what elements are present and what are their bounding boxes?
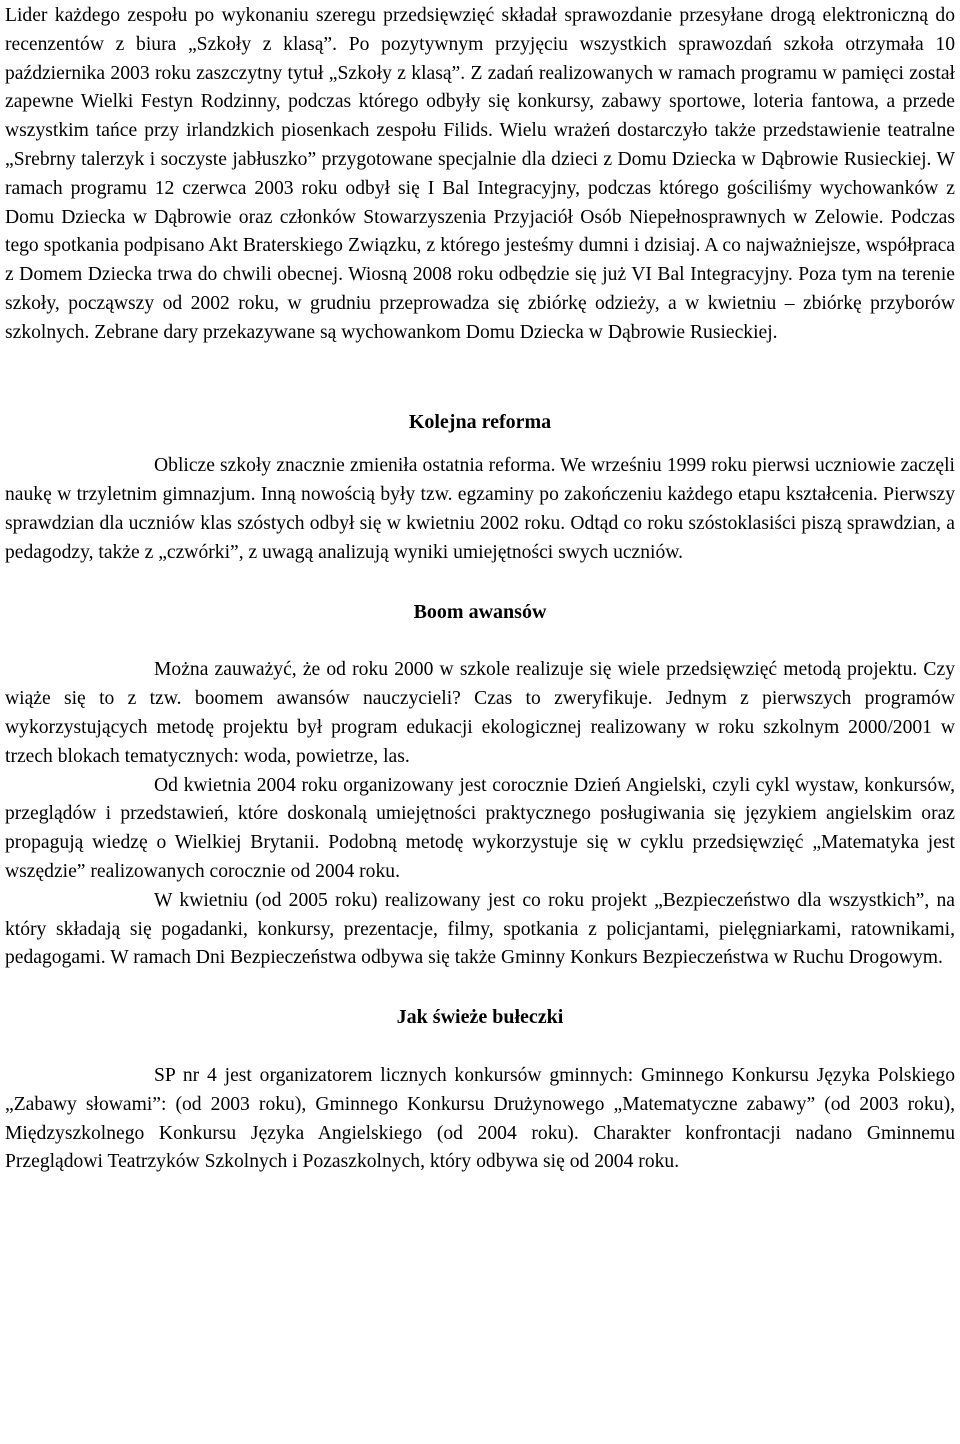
paragraph-konkursy-gminne: SP nr 4 jest organizatorem licznych konkursów gminnych: Gminnego Konkursu Języka Polskiego „Zabawy słowami”: (od 2003 roku), Gminnego Konkursu Drużynowego „Matematyczne zabawy” (od 2003 roku), Międzyszkolnego Konkursu Języka Angielskiego (od 2004 roku). Charakter konfrontacji nadano Gminnemu Przeglądowi Teatrzyków Szkolnych i Pozaszkolnych, który odbywa się od 2004 roku. <box>5 1064 955 1173</box>
heading-kolejna-reforma: Kolejna reforma <box>408 410 552 433</box>
heading-jak-swieze-buleczki: Jak świeże bułeczki <box>396 1006 564 1029</box>
paragraph-metoda-projektu: Można zauważyć, że od roku 2000 w szkole realizuje się wiele przedsięwzięć metodą projektu. Czy wiąże się to z tzw. boomem awansów nauczycieli? Czas to zweryfikuje. Jednym z pierwszych programów wykorzystujących metodę projektu był program edukacji ekologicznej realizowany w roku szkolnym 2000/2001 w trzech blokach tematycznych: woda, powietrze, las. <box>5 659 955 767</box>
paragraph-reforma: Oblicze szkoły znacznie zmieniła ostatnia reforma. We wrześniu 1999 roku pierwsi uczniowie zaczęli naukę w trzyletnim gimnazjum. Inną nowością były tzw. egzaminy po zakończeniu każdego etapu kształcenia. Pierwszy sprawdzian dla uczniów klas szóstych odbył się w kwietniu 2002 roku. Odtąd co roku szóstoklasiści piszą sprawdzian, a pedagodzy, także z „czwórki”, z uwagą analizują wyniki umiejętności swych uczniów. <box>5 455 955 563</box>
heading-boom-awansow: Boom awansów <box>413 600 547 623</box>
paragraph-bezpieczenstwo: W kwietniu (od 2005 roku) realizowany jest co roku projekt „Bezpieczeństwo dla wszystkich”, na który składają się pogadanki, konkursy, prezentacje, filmy, spotkania z policjantami, pielęgniarkami, ratownikami, pedagogami. W ramach Dni Bezpieczeństwa odbywa się także Gminny Konkurs Bezpieczeństwa w Ruchu Drogowym. <box>5 889 955 969</box>
paragraph-dzien-angielski: Od kwietnia 2004 roku organizowany jest corocznie Dzień Angielski, czyli cykl wystaw, konkursów, przeglądów i przedstawień, które doskonalą umiejętności praktycznego posługiwania się językiem angielskim oraz propagują wiedzę o Wielkiej Brytanii. Podobną metodę wykorzystuje się w cyklu przedsięwzięć „Matematyka jest wszędzie” realizowanych corocznie od 2004 roku. <box>5 774 955 882</box>
paragraph-szkola-z-klasa: Lider każdego zespołu po wykonaniu szeregu przedsięwzięć składał sprawozdanie przesyłane drogą elektroniczną do recenzentów z biura „Szkoły z klasą”. Po pozytywnym przyjęciu wszystkich sprawozdań szkoła otrzymała 10 października 2003 roku zaszczytny tytuł „Szkoły z klasą”. Z zadań realizowanych w ramach programu w pamięci został zapewne Wielki Festyn Rodzinny, podczas którego odbyły się konkursy, zabawy sportowe, loteria fantowa, a przede wszystkim tańce przy irlandzkich piosenkach zespołu Filids. Wielu wrażeń dostarczyło także przedstawienie teatralne „Srebrny talerzyk i soczyste jabłuszko” przygotowane specjalnie dla dzieci z Domu Dziecka w Dąbrowie Rusieckiej. W ramach programu 12 czerwca 2003 roku odbył się I Bal Integracyjny, podczas którego gościliśmy wychowanków z Domu Dziecka w Dąbrowie oraz członków Stowarzyszenia Przyjaciół Osób Niepełnosprawnych w Zelowie. Podczas tego spotkania podpisano Akt Braterskiego Związku, z którego jesteśmy dumni i dzisiaj. A co najważniejsze, współpraca z Domem Dziecka trwa do chwili obecnej. Wiosną 2008 roku odbędzie się już VI Bal Integracyjny. Poza tym na terenie szkoły, począwszy od 2002 roku, w grudniu przeprowadza się zbiórkę odzieży, a w kwietniu – zbiórkę przyborów szkolnych. Zebrane dary przekazywane są wychowankom Domu Dziecka w Dąbrowie Rusieckiej. <box>5 5 955 343</box>
